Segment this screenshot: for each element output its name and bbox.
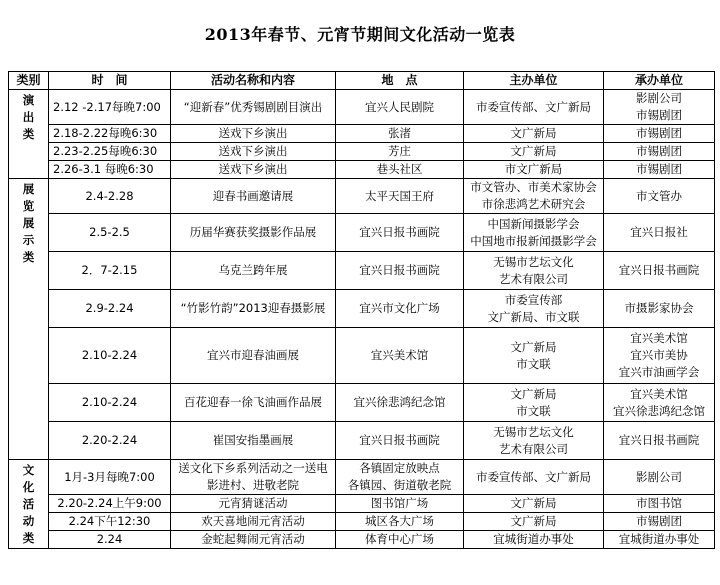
cell-organizer: 影剧公司	[604, 460, 715, 495]
cell-organizer: 市摄影家协会	[604, 290, 715, 328]
cell-activity: 金蛇起舞闹元宵活动	[171, 531, 336, 549]
cell-time: 2.5-2.5	[49, 214, 171, 252]
cell-time: 2.18-2.22每晚6:30	[49, 125, 171, 143]
table-row	[9, 90, 715, 125]
cell-time: 2.20-2.24上午9:00	[49, 495, 171, 513]
cell-time: 2.10-2.24	[49, 328, 171, 384]
category-performance: 演 出 类	[9, 90, 49, 179]
cell-place: 宜兴徐悲鸿纪念馆	[336, 384, 464, 422]
cell-host: 文广新局	[464, 125, 604, 143]
cell-place: 宜兴市文化广场	[336, 290, 464, 328]
cell-place: 城区各大广场	[336, 513, 464, 531]
cell-activity: “竹影竹韵”2013迎春摄影展	[171, 290, 336, 328]
cell-organizer: 市文管办	[604, 179, 715, 214]
cell-time: 2.4-2.28	[49, 179, 171, 214]
header-category: 类别	[9, 72, 49, 90]
cell-time: 2.24下午12:30	[49, 513, 171, 531]
cell-host: 市委宣传部、文广新局	[464, 90, 604, 125]
cell-place: 张渚	[336, 125, 464, 143]
cell-activity: “迎新春”优秀锡剧剧目演出	[171, 90, 336, 125]
cell-time: 2．7-2.15	[49, 252, 171, 290]
cell-time: 2.26-3.1 每晚6:30	[49, 161, 171, 179]
cell-organizer: 宜兴美术馆 宜兴徐悲鸿纪念馆	[604, 384, 715, 422]
table-row	[9, 422, 715, 460]
header-row	[9, 72, 715, 90]
table-row	[9, 328, 715, 384]
cell-organizer: 市锡剧团	[604, 161, 715, 179]
cell-place: 各镇固定放映点 各镇园、街道敬老院	[336, 460, 464, 495]
cell-host: 文广新局	[464, 143, 604, 161]
cell-place: 宜兴日报书画院	[336, 252, 464, 290]
cell-time: 2.20-2.24	[49, 422, 171, 460]
cell-organizer: 市锡剧团	[604, 143, 715, 161]
page-title: 2013年春节、元宵节期间文化活动一览表	[204, 25, 516, 44]
cell-organizer: 宜兴日报书画院	[604, 422, 715, 460]
cell-organizer: 宜城街道办事处	[604, 531, 715, 549]
cell-organizer: 市图书馆	[604, 495, 715, 513]
cell-activity: 送戏下乡演出	[171, 143, 336, 161]
cell-host: 文广新局 市文联	[464, 328, 604, 384]
category-cultural-activities: 文 化 活 动 类	[9, 460, 49, 549]
cell-host: 无锡市艺坛文化 艺术有限公司	[464, 252, 604, 290]
cell-place: 体育中心广场	[336, 531, 464, 549]
cell-host: 市文广新局	[464, 161, 604, 179]
cell-time: 2.12 -2.17每晚7:00	[49, 90, 171, 125]
cell-place: 宜兴美术馆	[336, 328, 464, 384]
table-row	[9, 290, 715, 328]
cell-time: 2.24	[49, 531, 171, 549]
cell-activity: 元宵猜谜活动	[171, 495, 336, 513]
cell-activity: 百花迎春一徐飞油画作品展	[171, 384, 336, 422]
table-row	[9, 143, 715, 161]
cell-host: 文广新局	[464, 495, 604, 513]
cell-activity: 送戏下乡演出	[171, 161, 336, 179]
cell-activity: 送文化下乡系列活动之一送电 影进村、进敬老院	[171, 460, 336, 495]
header-organizer: 承办单位	[604, 72, 715, 90]
cell-place: 宜兴日报书画院	[336, 422, 464, 460]
cell-organizer: 宜兴日报社	[604, 214, 715, 252]
cell-host: 文广新局 市文联	[464, 384, 604, 422]
table-row	[9, 495, 715, 513]
cell-time: 2.10-2.24	[49, 384, 171, 422]
cell-activity: 乌克兰跨年展	[171, 252, 336, 290]
table-row	[9, 531, 715, 549]
cell-place: 图书馆广场	[336, 495, 464, 513]
cell-organizer: 宜兴日报书画院	[604, 252, 715, 290]
cell-place: 芳庄	[336, 143, 464, 161]
table-row	[9, 384, 715, 422]
cell-place: 宜兴日报书画院	[336, 214, 464, 252]
cell-organizer: 宜兴美术馆 宜兴市美协 宜兴市油画学会	[604, 328, 715, 384]
category-exhibition: 展 览 展 示 类	[9, 179, 49, 460]
header-time: 时 间	[49, 72, 171, 90]
cell-organizer: 市锡剧团	[604, 125, 715, 143]
cell-activity: 迎春书画邀请展	[171, 179, 336, 214]
cell-host: 宜城街道办事处	[464, 531, 604, 549]
table-row	[9, 214, 715, 252]
table-row	[9, 125, 715, 143]
cell-place: 巷头社区	[336, 161, 464, 179]
header-activity: 活动名称和内容	[171, 72, 336, 90]
cell-host: 市委宣传部、文广新局	[464, 460, 604, 495]
cell-activity: 送戏下乡演出	[171, 125, 336, 143]
cell-activity: 历届华赛获奖摄影作品展	[171, 214, 336, 252]
cell-host: 文广新局	[464, 513, 604, 531]
cell-host: 中国新闻摄影学会 中国地市报新闻摄影学会	[464, 214, 604, 252]
cell-time: 2.23-2.25每晚6:30	[49, 143, 171, 161]
cell-time: 2.9-2.24	[49, 290, 171, 328]
table-row	[9, 460, 715, 495]
table-row	[9, 161, 715, 179]
cell-time: 1月-3月每晚7:00	[49, 460, 171, 495]
cell-activity: 崔国安指墨画展	[171, 422, 336, 460]
cell-host: 市文管办、市美术家协会 市徐悲鸿艺术研究会	[464, 179, 604, 214]
table-row	[9, 513, 715, 531]
cell-place: 宜兴人民剧院	[336, 90, 464, 125]
cell-host: 无锡市艺坛文化 艺术有限公司	[464, 422, 604, 460]
header-host: 主办单位	[464, 72, 604, 90]
cell-host: 市委宣传部 文广新局、市文联	[464, 290, 604, 328]
cell-activity: 欢天喜地闹元宵活动	[171, 513, 336, 531]
activity-table	[8, 71, 715, 549]
cell-organizer: 市锡剧团	[604, 513, 715, 531]
cell-organizer: 影剧公司 市锡剧团	[604, 90, 715, 125]
table-row	[9, 179, 715, 214]
header-place: 地 点	[336, 72, 464, 90]
cell-place: 太平天国王府	[336, 179, 464, 214]
table-row	[9, 252, 715, 290]
cell-activity: 宜兴市迎春油画展	[171, 328, 336, 384]
